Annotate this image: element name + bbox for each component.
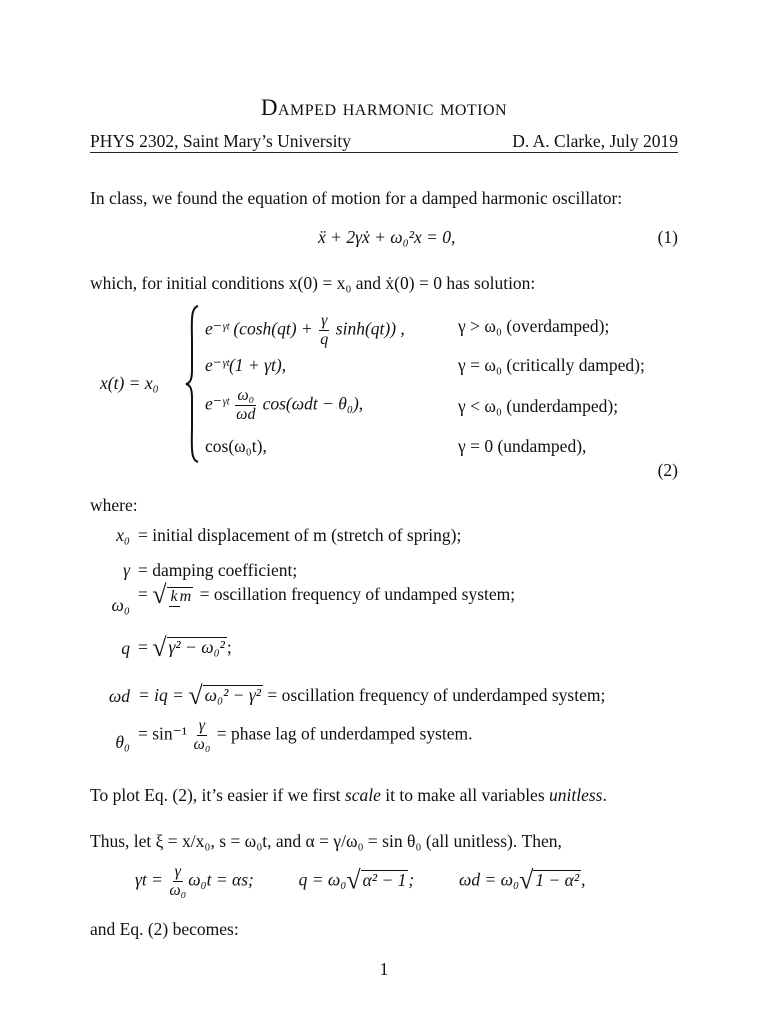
- emphasis: unitless: [549, 785, 603, 805]
- case-undamped-expr: cos(ω₀t),: [205, 436, 267, 456]
- page-number: 1: [379, 959, 389, 979]
- page-title: Damped harmonic motion: [260, 95, 508, 120]
- initial-conditions-text: which, for initial conditions x(0) = x₀ and ẋ(0) = 0 has solution:: [90, 273, 536, 293]
- def-theta0: [138, 718, 473, 753]
- text: .: [602, 785, 607, 805]
- scale-paragraph: [90, 787, 607, 805]
- case-underdamped-expr: [205, 388, 363, 423]
- sqrt-sign: √: [519, 865, 534, 895]
- def-eq: =: [138, 637, 148, 657]
- case-underdamped-condition: γ < ω₀ (underdamped);: [458, 396, 619, 416]
- expr-part: e⁻ᵞᵗ (cosh(qt) +: [205, 318, 318, 339]
- def-rhs: = oscillation frequency of underdamped system;: [267, 685, 606, 705]
- case-undamped-condition: γ = 0 (undamped),: [458, 436, 587, 456]
- def-rhs: ;: [226, 637, 232, 657]
- frac-num: γ: [198, 717, 206, 734]
- expr-part: sinh(qt)) ,: [331, 318, 405, 339]
- equation-2-lhs: x(t) = x₀: [100, 373, 159, 393]
- case-overdamped-condition: γ > ω₀ (overdamped);: [458, 316, 610, 336]
- def-symbol: θ₀: [115, 732, 130, 752]
- becomes-text: and Eq. (2) becomes:: [90, 919, 239, 939]
- def-omegad: [138, 683, 605, 709]
- eq-part: ω₀t = αs;: [188, 869, 254, 890]
- where-label: where:: [90, 495, 138, 515]
- def-rhs: = damping coefficient;: [138, 560, 298, 580]
- radicand: α² − 1: [362, 869, 407, 890]
- def-rhs: = phase lag of underdamped system.: [216, 723, 473, 744]
- frac-den: q: [320, 331, 329, 348]
- frac-den: ω₀: [169, 882, 187, 899]
- equation-1-number: (1): [657, 227, 678, 247]
- def-symbol: x₀: [116, 525, 130, 545]
- header-rule: [90, 152, 678, 153]
- sqrt-sign: √: [152, 580, 167, 609]
- text: To plot Eq. (2), it’s easier if we first: [90, 785, 345, 805]
- case-critical-condition: γ = ω₀ (critically damped);: [458, 355, 645, 375]
- scaled-equations: [135, 864, 586, 899]
- thus-paragraph: Thus, let ξ = x/x₀, s = ω₀t, and α = γ/ω₀ = sin θ₀ (all unitless). Then,: [90, 831, 562, 851]
- def-symbol: ω₀: [111, 595, 130, 615]
- author-date: D. A. Clarke, July 2019: [512, 131, 678, 151]
- radicand: 1 − α²: [535, 869, 580, 890]
- frac-den: m: [179, 587, 192, 605]
- frac-num: γ: [321, 312, 328, 329]
- equation-2-number: (2): [657, 460, 678, 480]
- sqrt-sign: √: [152, 633, 167, 662]
- equation-1: ẍ + 2γẋ + ω₀²x = 0,: [318, 227, 456, 247]
- eq-part: ;: [408, 869, 415, 890]
- frac-den: ωd: [236, 406, 256, 423]
- def-rhs: = oscillation frequency of undamped system;: [199, 584, 516, 604]
- def-omega0: [138, 582, 515, 608]
- sqrt-sign: √: [346, 865, 361, 895]
- eq-part: q = ω₀: [298, 869, 347, 890]
- frac-num: γ: [174, 863, 181, 880]
- def-symbol: γ: [123, 560, 130, 580]
- frac-num: ω₀: [237, 387, 255, 404]
- eq-part: ωd = ω₀: [458, 869, 520, 890]
- def-symbol: q: [121, 638, 130, 658]
- def-q: [138, 635, 232, 661]
- sqrt-sign: √: [188, 681, 203, 710]
- def-rhs: = initial displacement of m (stretch of spring);: [138, 525, 462, 545]
- def-eq: = iq =: [138, 685, 184, 705]
- radicand: γ² − ω₀²: [168, 637, 225, 657]
- course-header: PHYS 2302, Saint Mary’s University: [90, 131, 352, 151]
- eq-part: ,: [581, 869, 586, 890]
- case-overdamped-expr: [205, 313, 405, 348]
- text: it to make all variables: [380, 785, 550, 805]
- def-eq: = sin⁻¹: [138, 723, 188, 744]
- eq-part: γt =: [135, 869, 163, 890]
- intro-paragraph: In class, we found the equation of motion for a damped harmonic oscillator:: [90, 188, 623, 208]
- case-critical-expr: e⁻ᵞᵗ(1 + γt),: [205, 355, 287, 375]
- frac-num: k: [170, 587, 178, 605]
- def-eq: =: [138, 584, 148, 604]
- frac-den: ω₀: [193, 736, 211, 753]
- expr-part: e⁻ᵞᵗ: [205, 393, 234, 414]
- def-symbol: ωd: [108, 686, 130, 706]
- left-brace: [184, 304, 200, 464]
- expr-part: cos(ωdt − θ₀),: [258, 393, 364, 414]
- emphasis: scale: [344, 785, 381, 805]
- radicand: ω₀² − γ²: [204, 685, 262, 705]
